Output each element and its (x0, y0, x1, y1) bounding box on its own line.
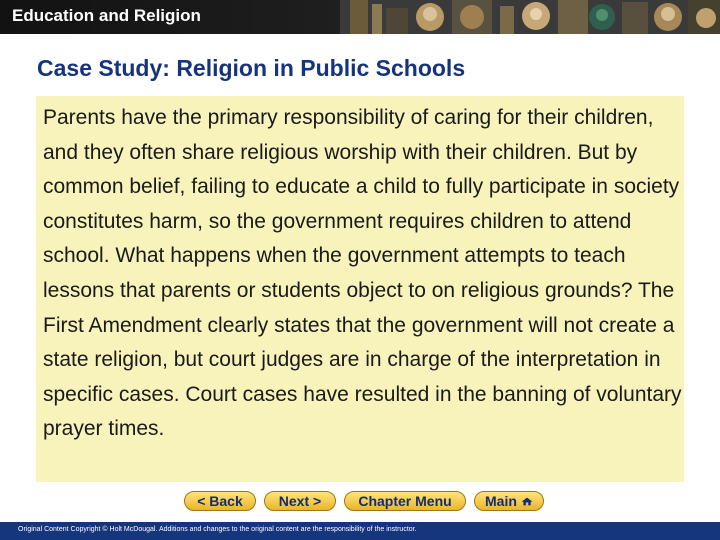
content-paragraph: Parents have the primary responsibility of caring for their children, and they often share religious worship with their children. But by common belief, failing to educate a child to fully participate in society constitutes harm, so the government requires children to attend school. What happens when the government attempts to teach lessons that parents or students object to on religious grounds? The First Amendment clearly states that the government will not create a state religion, but court judges are in charge of the interpretation in specific cases. Court cases have resulted in the banning of voluntary prayer times. (43, 106, 682, 441)
back-button-label: < Back (197, 493, 243, 509)
slide-navigation (184, 491, 544, 513)
main-button[interactable] (474, 491, 544, 511)
chapter-menu-button[interactable] (344, 491, 466, 511)
chapter-menu-button-label: Chapter Menu (358, 493, 452, 509)
next-button[interactable] (264, 491, 336, 511)
main-button-label: Main (485, 493, 517, 509)
header-title: Education and Religion (12, 6, 201, 25)
footer-copyright: Original Content Copyright © Holt McDougal. Additions and changes to the original content are the responsibility of the instructor. (18, 526, 417, 533)
footer-bar (0, 522, 720, 540)
header-banner (0, 0, 720, 34)
page-title: Case Study: Religion in Public Schools (37, 55, 466, 81)
home-icon (521, 494, 533, 509)
next-button-label: Next > (278, 493, 322, 509)
back-button[interactable] (184, 491, 256, 511)
header-photo-collage (340, 0, 720, 34)
